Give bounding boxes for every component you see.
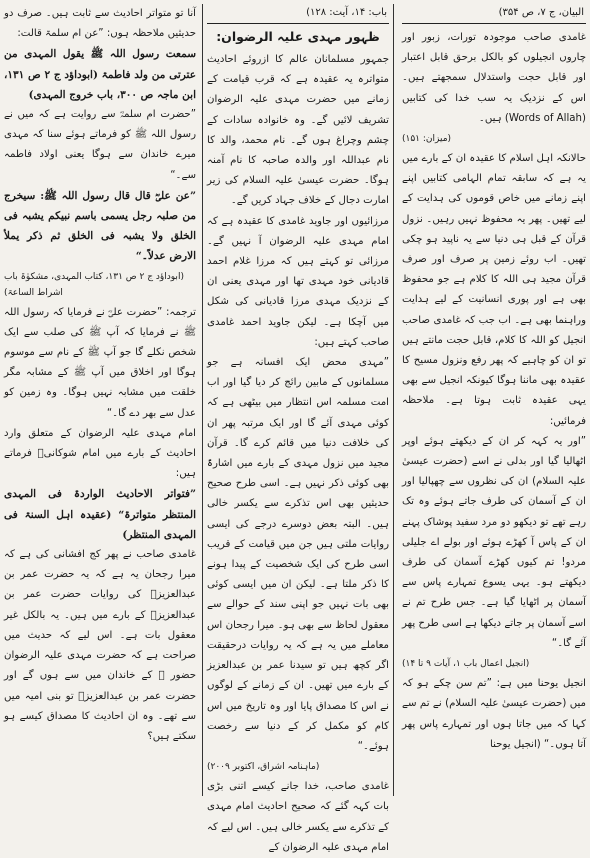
reference: (ابوداؤد ج ۲ ص ۱۳۱، کتاب المہدی، مشکوٰۃ باب اشراط الساعۃ) [4, 271, 184, 298]
column-right-body [402, 28, 586, 755]
paragraph: (انجیل اعمال باب ۱، آیات ۹ تا ۱۴) [402, 659, 530, 670]
arabic-quote: سمعت رسول اللہ ﷺ یقول المہدی من عترتی من ولد فاطمۃ (ابوداؤد ج ۲ ص ۱۳۱، ابن ماجہ ص ۳۰۰، باب خروج المہدی) [4, 48, 196, 101]
column-middle-body [207, 50, 389, 858]
paragraph: انجیل یوحنا میں ہے: ”تم سن چکے ہو کہ میں (حضرت عیسیٰ علیہ السلام) نے تم سے کہا کہ میں جاتا ہوں اور تمہارے پاس پھر آتا ہوں۔“ (انجیل یوحنا [402, 678, 586, 750]
paragraph: ”اور یہ کہہ کر ان کے دیکھتے ہوئے اوپر اٹھالیا گیا اور بدلی نے اسے (حضرت عیسیٰ علیہ السلام) ان کی نظروں سے چھپالیا اور ان کے آسمان کی طرف جاتے ہوئے وہ تک رہے تھے تو دیکھو دو مرد سفید پوشاک پہنے ان کے پاس آ کھڑے ہوئے اور بولے اے جلیلی مردو! تم کیوں کھڑے آسمان کی طرف دیکھتے ہو۔ یہی یسوع تمہارے پاس سے آسمان پر اٹھایا گیا ہے۔ جس طرح تم نے اسے آسمان پر جاتے دیکھا ہے اسی طرح پھر آئے گا۔“ [402, 435, 586, 649]
column-right [402, 4, 586, 796]
paragraph: (ماہنامہ اشراق، اکتوبر ۲۰۰۹) [207, 762, 320, 773]
header-rule-right [402, 23, 586, 24]
paragraph: غامدی صاحب موجودہ تورات، زبور اور چاروں انجیلوں کو بالکل برحق قابل اعتبار اور قابل حجت واستدلال سمجھتے ہیں۔ اس کے نزدیک یہ سب خدا کی کتابیں (Words of Allah) ہیں۔ [402, 32, 586, 124]
column-middle [202, 4, 394, 853]
paragraph: جمہور مسلمانان عالم کا ازروئے احادیث متواترہ یہ عقیدہ ہے کہ قرب قیامت کے زمانے میں حضرت مہدی علیہ الرضوان تشریف لائیں گے۔ وہ خانوادہ سادات کے چشم وچراغ ہوں گے۔ نام محمد، والد کا نام عبداللہ اور والدہ صاحبہ کا نام آمنہ ہوگا۔ حضرت عیسیٰ علیہ السلام کی زیر امارت دجال کے خلاف جہاد کریں گے۔ [207, 54, 389, 207]
column-right-header [402, 4, 586, 22]
column-left-body [4, 4, 196, 747]
paragraph: مرزائیوں اور جاوید غامدی کا عقیدہ ہے کہ امام مہدی علیہ الرضوان آ نہیں گے۔ مرزائی تو کہتے ہیں کہ مرزا غلام احمد قادیانی خود مہدی تھا اور مہدی یعنی ان کے نزدیک مہدی مرزا قادیانی کی شکل میں آچکا ہے۔ لیکن جاوید احمد غامدی صاحب کہتے ہیں: [207, 215, 389, 348]
paragraph: ”حضرت ام سلمہؓ سے روایت ہے کہ میں نے رسول اللہ ﷺ کو فرماتے ہوئے سنا کہ مہدی میرے خاندان سے ہوگا یعنی اولاد فاطمہ سے۔“ [4, 109, 196, 181]
paragraph: (میزان: ۱۵۱) [402, 134, 452, 145]
header-citation-right: البیان، ج ۷، ص ۳۵۴) [498, 7, 584, 18]
paragraph: غامدی صاحب، خدا جانے کیسے اتنی بڑی بات کہہ گئے کہ صحیح احادیث امام مہدی کے تذکرے سے یکسر خالی ہیں۔ اس لیے کہ امام مہدی علیہ الرضوان کے [207, 781, 389, 853]
column-middle-header [207, 4, 389, 22]
header-citation-middle: باب: ۱۴، آیت: ۱۲۸) [306, 7, 387, 18]
paragraph: ”مہدی محض ایک افسانہ ہے جو مسلمانوں کے مابین رائج کر دیا گیا اور اب امت مسلمہ اس انتظار میں بیٹھی ہے کہ کوئی مہدی آئے گا اور ایک مرتبہ پھر ان کی خلافت دنیا میں قائم کرے گا۔ قرآن مجید میں نزول مہدی کے بارے میں اشارۃً بھی کوئی ذکر نہیں ہے۔ اسی طرح صحیح حدیثیں بھی اس تذکرے سے یکسر خالی ہیں۔ البتہ بعض دوسرے درجے کی ایسی روایات ملتی ہیں جن میں قیامت کے قریب اسی طرح کی ایک شخصیت کے پیدا ہونے کا ذکر ملتا ہے۔ لیکن ان میں ایسی کوئی بھی بات نہیں جو اپنی سند کے حوالے سے معقول لحاظ سے بھی ہو۔ میرا رجحان اس معاملے میں یہ ہے کہ یہ روایات درحقیقت اگر کچھ ہیں تو سیدنا عمر بن عبدالعزیز کے بارے میں تھیں۔ ان کے زمانے کے لوگوں نے اس کا مصداق پایا اور وہ تاریخ میں اس کام کو مکمل کر کے دنیا سے رخصت ہوئے۔“ [207, 357, 389, 752]
paragraph: امام مہدی علیہ الرضوان کے متعلق وارد احادیث کے بارے میں امام شوکانیؒ فرماتے ہیں: [4, 427, 196, 480]
column-left [4, 4, 196, 796]
newspaper-page [4, 4, 586, 853]
section-heading: ظہور مہدی علیہ الرضوان: [216, 29, 380, 44]
paragraph: غامدی صاحب نے پھر کج افشانی کی ہے کہ میرا رجحان یہ ہے کہ یہ حضرت عمر بن عبدالعزیزؒ کی روایات حضرت عمر بن عبدالعزیزؒ کے بارے میں ہیں۔ یہ بالکل غیر معقول بات ہے۔ اس لیے کہ حدیث میں صراحت ہے کہ حضرت مہدی علیہ الرضوان حضور ﷺ کے خاندان میں سے ہوں گے اور حضرت عمر بن عبدالعزیزؒ تو بنی امیہ میں سے تھے۔ وہ ان احادیث کا مصداق کیسے ہو سکتے ہیں؟ [4, 549, 196, 742]
paragraph: ترجمہ: ”حضرت علیؓ نے فرمایا کہ رسول اللہ ﷺ نے فرمایا کہ آپ ﷺ کی صلب سے ایک شخص نکلے گا جو آپ ﷺ کے نام سے موسوم ہوگا اور اخلاق میں آپ ﷺ کے مشابہ مگر خلقت میں مشابہ نہیں ہوگا۔ وہ زمین کو عدل سے بھر دے گا۔“ [4, 306, 196, 419]
header-rule-middle [207, 23, 389, 24]
paragraph: آنا تو متواتر احادیث سے ثابت ہیں۔ صرف دو حدیثیں ملاحظہ ہوں: ”عن ام سلمۃ قالت: [4, 8, 196, 40]
arabic-quote: ”عن علیؓ قال قال رسول اللہ ﷺ: سیخرج من صلبہ رجل یسمی باسم نبیکم یشبہ فی الخلق ولا یشبہ فی الخلق ثم ذکر یملأ الارض عدلاً۔“ [4, 189, 196, 263]
paragraph: حالانکہ اہل اسلام کا عقیدہ ان کے بارے میں یہ ہے کہ سابقہ تمام الہامی کتابیں اپنے اپنے زمانے میں خاص قوموں کی ہدایت کے لیے تھیں۔ پھر یہ محفوظ نہیں رہیں۔ نزول قرآن کے قبل ہی دنیا سے یہ ناپید ہو چکی تھیں۔ اب روئے زمین پر صرف اور صرف قرآن مجید ہی اللہ کا کلام ہے جو محفوظ بھی ہے اور پوری انسانیت کے لیے ہدایت وراہنما بھی ہے۔ اب جب کہ غامدی صاحب انجیل کو اللہ کا کلام، قابل حجت مانتے ہیں تو ان کو چاہیے کہ پھر رفع ونزول مسیح کا عقیدہ بھی ماننا ہوگا کیونکہ انجیل سے بھی یہی عقیدہ ثابت ہوتا ہے۔ ملاحظہ فرمائیں: [402, 153, 586, 427]
arabic-quote: ”فتواتر الاحادیث الواردۃ فی المہدی المنتظر متواترۃ“ (عقیدہ اہل السنۃ فی المہدی المنتظر) [4, 488, 196, 541]
